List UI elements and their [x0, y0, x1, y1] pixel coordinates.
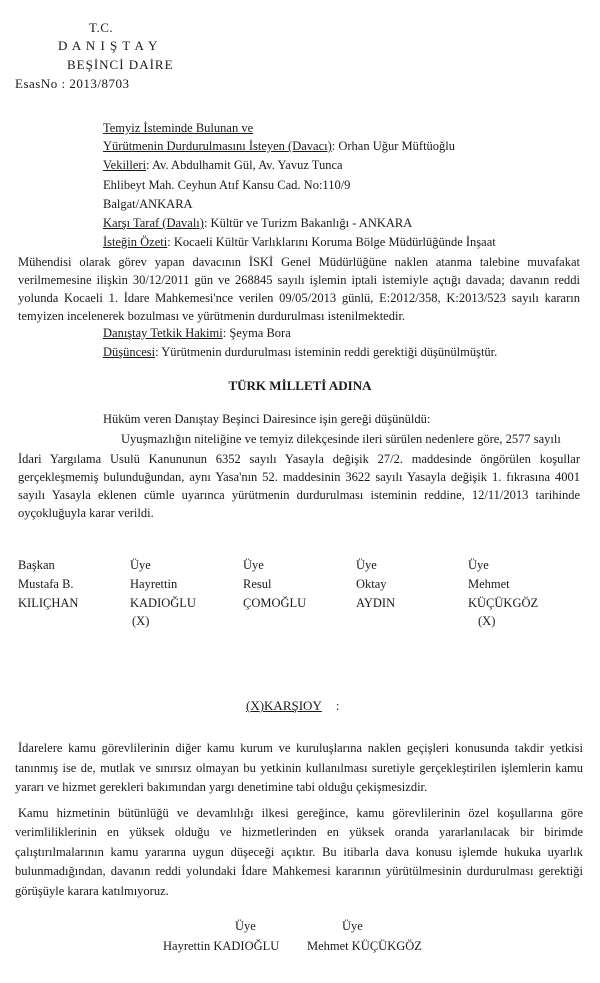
- dissent-heading-line: [246, 698, 339, 714]
- header-court: D A N I Ş T A Y: [58, 38, 159, 53]
- panel-role: Üye: [468, 558, 489, 572]
- decision-body-first: Uyuşmazlığın niteliğine ve temyiz dilekçesinde ileri sürülen nedenlere göre, 2577 sayılı: [121, 432, 561, 446]
- panel-first-name: Mustafa B.: [18, 577, 74, 591]
- header-tc: T.C.: [89, 20, 114, 35]
- dissent-heading: (X)KARŞIOY: [246, 698, 322, 713]
- label-defendant: Karşı Taraf (Davalı): [103, 216, 204, 230]
- summary-first: : Kocaeli Kültür Varlıklarını Koruma Bölge Müdürlüğünde İnşaat: [167, 235, 496, 249]
- defendant-name: : Kültür ve Turizm Bakanlığı - ANKARA: [203, 216, 413, 230]
- judge-line: [103, 326, 291, 341]
- panel-last-name: KÜÇÜKGÖZ: [468, 596, 539, 610]
- address-line2: Balgat/ANKARA: [103, 197, 193, 211]
- label-appellant-line2: Yürütmenin Durdurulmasını İsteyen (Davacı): [103, 139, 332, 153]
- panel-first-name: Hayrettin: [130, 577, 178, 591]
- signer-role: Üye: [342, 919, 363, 933]
- panel-first-name: Oktay: [356, 577, 387, 591]
- appellant-line: [103, 139, 455, 154]
- label-attorneys: Vekilleri: [103, 158, 147, 172]
- panel-last-name: AYDIN: [356, 596, 396, 610]
- dissent-body: [15, 739, 583, 901]
- panel-last-name: KADIOĞLU: [130, 596, 196, 610]
- signer-name: Hayrettin KADIOĞLU: [163, 939, 280, 953]
- label-appellant-line1: Temyiz İsteminde Bulunan ve: [103, 121, 254, 135]
- summary-first-line: [103, 235, 496, 250]
- panel-role: Üye: [356, 558, 377, 572]
- decision-body-rest: İdari Yargılama Usulü Kanununun 6352 sayılı Yasayla değişik 27/2. maddesinde öngörülen koşullar gerçekleşmemiş bulunduğundan, aynı Yasa'nın 52. maddesinin 3622 sayılı Yasayla değişik 1. fıkrasına 4001 sayılı Yasayla eklenen cümle uyarınca yürütmenin durdurulması isteminin reddine, 12/11/2013 tarihinde oyçokluğuyla karar verildi.: [18, 452, 580, 520]
- dissent-signer-1: [307, 918, 422, 955]
- label-summary: İsteğin Özeti: [103, 235, 168, 249]
- header-chamber: BEŞİNCİ DAİRE: [67, 57, 174, 72]
- decision-heading: TÜRK MİLLETİ ADINA: [228, 378, 372, 393]
- defendant-line: [103, 216, 412, 231]
- panel-member-4: [468, 557, 538, 630]
- dissent-paragraph-1: İdarelere kamu görevlilerinin diğer kamu kurum ve kuruluşlarına naklen geçişleri konusunda takdir yetkisi tanınmış ise de, mutlak ve sınırsız olmayan bu yetkinin kullanılması suretiyle gerçekleştirilen işlemlerin kamu yararı ve hizmet gerekleri bakımından yargı denetimine tabi olduğu çekişmesizdir.: [15, 741, 583, 794]
- label-opinion: Düşüncesi: [103, 345, 156, 359]
- panel-role: Üye: [243, 558, 264, 572]
- panel-role: Üye: [130, 558, 151, 572]
- panel-role: Başkan: [18, 558, 55, 572]
- dissent-signer-0: [163, 918, 279, 955]
- panel-first-name: Mehmet: [468, 577, 510, 591]
- panel-mark: (X): [478, 614, 496, 628]
- panel-first-name: Resul: [243, 577, 272, 591]
- opinion-text: : Yürütmenin durdurulması isteminin reddi gerektiği düşünülmüştür.: [155, 345, 498, 359]
- plaintiff-name: : Orhan Uğur Müftüoğlu: [331, 139, 456, 153]
- signer-role: Üye: [235, 919, 256, 933]
- esas-no: EsasNo : 2013/8703: [15, 76, 130, 91]
- attorneys-names: : Av. Abdulhamit Gül, Av. Yavuz Tunca: [146, 158, 343, 172]
- attorneys-line: [103, 158, 343, 173]
- summary-text: [18, 253, 580, 325]
- panel-member-0: [18, 557, 78, 613]
- panel-member-3: [356, 557, 395, 613]
- panel-member-1: [130, 557, 196, 630]
- panel-last-name: ÇOMOĞLU: [243, 596, 307, 610]
- panel-mark: (X): [132, 614, 150, 628]
- dissent-colon: :: [335, 698, 340, 713]
- decision-body: [18, 450, 580, 522]
- panel-last-name: KILIÇHAN: [18, 596, 79, 610]
- label-judge: Danıştay Tetkik Hakimi: [103, 326, 223, 340]
- judge-name: : Şeyma Bora: [222, 326, 291, 340]
- summary-rest: Mühendisi olarak görev yapan davacının İSKİ Genel Müdürlüğüne naklen atanma talebine muvafakat verilmemesine ilişkin 30/12/2011 gün ve 268845 sayılı işlemin iptali istemiyle açtığı davada; davanın reddi yolunda Kocaeli 1. İdare Mahkemesi'nce verilen 09/05/2013 günlü, E:2012/358, K:2013/523 sayılı kararın temyizen incelenerek bozulması ve yürütmenin durdurulması istenilmektedir.: [18, 255, 580, 323]
- panel-member-2: [243, 557, 306, 613]
- address-line1: Ehlibeyt Mah. Ceyhun Atıf Kansu Cad. No:110/9: [103, 178, 351, 192]
- decision-intro: Hüküm veren Danıştay Beşinci Dairesince işin gereği düşünüldü:: [103, 412, 431, 426]
- opinion-line: [103, 345, 497, 360]
- signer-name: Mehmet KÜÇÜKGÖZ: [307, 939, 422, 953]
- dissent-paragraph-2: Kamu hizmetinin bütünlüğü ve devamlılığı ilkesi gereğince, kamu görevlilerinin özel koşullarına göre verimliliklerinin en yüksek olduğu ve hizmetlerinden en yüksek oranda yararlanılacak bir birimde çalıştırılmalarının kamu yararına uygun düşeceği açıktır. Bu itibarla dava konusu işlemde hukuka uyarlık bulunmadığından, davanın reddi yolundaki İdare Mahkemesi kararının yürütülmesinin durdurulması gerektiği görüşüyle karara katılmıyoruz.: [15, 805, 583, 898]
